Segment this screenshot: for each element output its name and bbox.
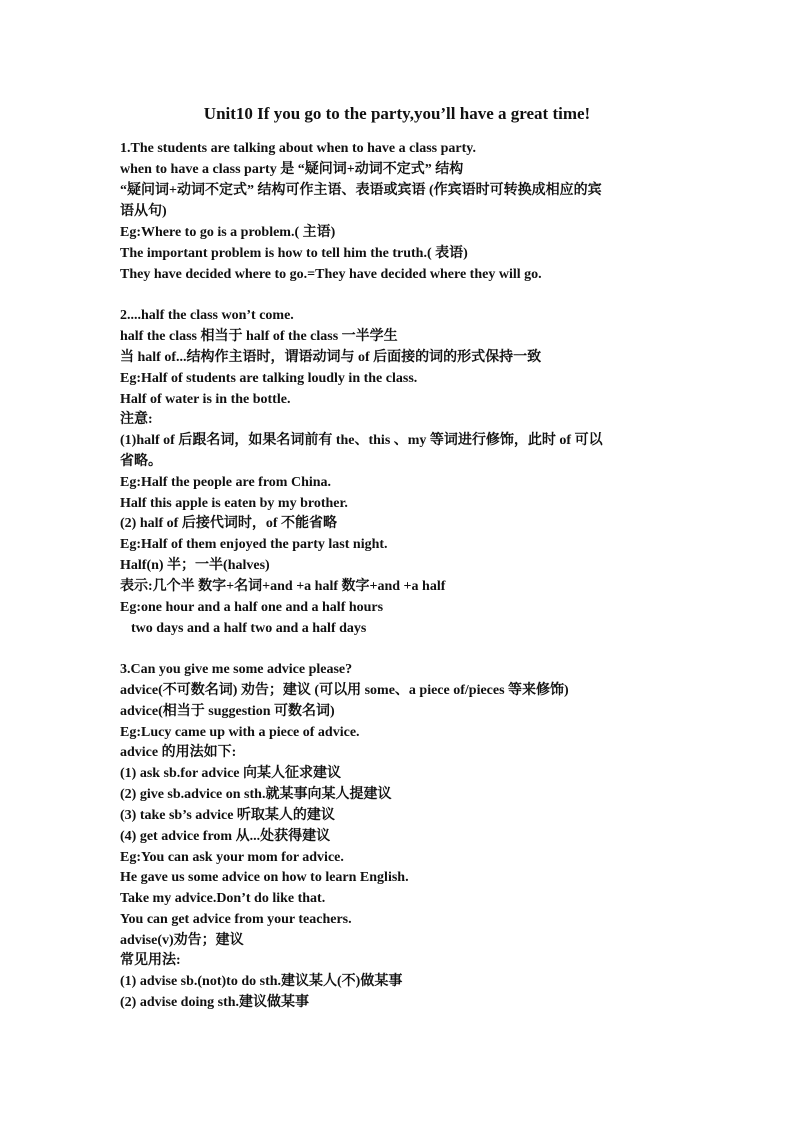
text-line: (1) advise sb.(not)to do sth.建议某人(不)做某事 [120, 974, 403, 989]
text-line: (3) take sb’s advice 听取某人的建议 [120, 808, 335, 823]
text-line: (2) give sb.advice on sth.就某事向某人提建议 [120, 787, 392, 802]
text-line: when to have a class party 是 “疑问词+动词不定式” 结构 [120, 162, 464, 177]
text-line: advice 的用法如下: [120, 745, 237, 760]
example-line: He gave us some advice on how to learn English. [120, 870, 409, 885]
heading-1: 1.The students are talking about when to have a class party. [120, 141, 477, 156]
example-line: Eg:Half of them enjoyed the party last night. [120, 537, 388, 552]
text-line: (4) get advice from 从...处获得建议 [120, 829, 331, 844]
example-line: Half of water is in the bottle. [120, 392, 291, 407]
example-line: They have decided where to go.=They have decided where they will go. [120, 267, 542, 282]
example-line: Eg:You can ask your mom for advice. [120, 850, 344, 865]
example-line: two days and a half two and a half days [131, 621, 367, 636]
text-line: (2) half of 后接代词时，of 不能省略 [120, 516, 337, 531]
example-line: Eg:Where to go is a problem.( 主语) [120, 225, 336, 240]
text-line: Half(n) 半；一半(halves) [120, 558, 270, 573]
page-title: Unit10 If you go to the party,you’ll have a great time! [203, 104, 591, 123]
text-line: advice(相当于 suggestion 可数名词) [120, 704, 335, 719]
text-line: half the class 相当于 half of the class 一半学生 [120, 329, 398, 344]
example-line: Eg:one hour and a half one and a half hours [120, 600, 384, 615]
heading-3: 3.Can you give me some advice please? [120, 662, 353, 677]
example-line: Eg:Lucy came up with a piece of advice. [120, 725, 360, 740]
heading-2: 2....half the class won’t come. [120, 308, 294, 323]
text-line: advice(不可数名词) 劝告；建议 (可以用 some、a piece of/pieces 等来修饰) [120, 683, 569, 698]
text-line: advise(v)劝告；建议 [120, 933, 244, 948]
example-line: Eg:Half of students are talking loudly in the class. [120, 371, 418, 386]
text-line: (2) advise doing sth.建议做某事 [120, 995, 310, 1010]
text-line: 语从句) [120, 204, 167, 219]
text-line: (1) ask sb.for advice 向某人征求建议 [120, 766, 342, 781]
text-line: 当 half of...结构作主语时，谓语动词与 of 后面接的词的形式保持一致 [120, 350, 542, 365]
example-line: Half this apple is eaten by my brother. [120, 496, 348, 511]
text-line: “疑问词+动词不定式” 结构可作主语、表语或宾语 (作宾语时可转换成相应的宾 [120, 183, 602, 198]
example-line: You can get advice from your teachers. [120, 912, 352, 927]
text-line: 省略。 [120, 454, 162, 469]
example-line: Take my advice.Don’t do like that. [120, 891, 326, 906]
text-line: 表示:几个半 数字+名词+and +a half 数字+and +a half [120, 579, 446, 594]
note-label: 注意: [120, 412, 153, 427]
example-line: Eg:Half the people are from China. [120, 475, 332, 490]
text-line: 常见用法: [120, 953, 181, 968]
example-line: The important problem is how to tell him the truth.( 表语) [120, 246, 468, 261]
text-line: (1)half of 后跟名词，如果名词前有 the、this 、my 等词进行修饰，此时 of 可以 [120, 433, 603, 448]
